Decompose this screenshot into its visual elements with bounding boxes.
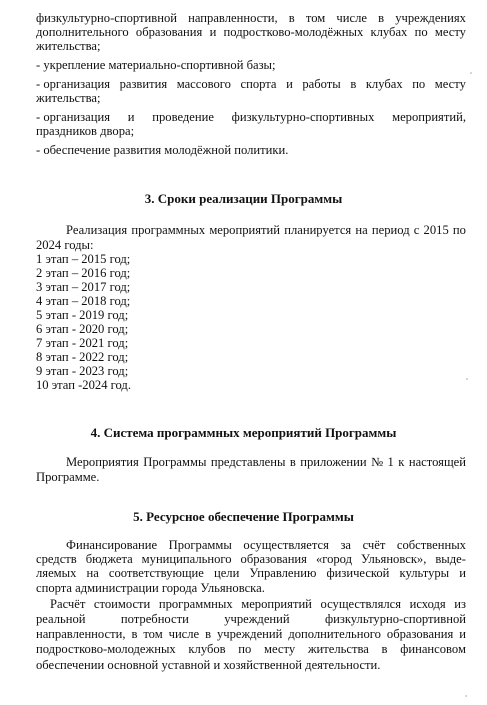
word: Финансирование <box>66 538 158 552</box>
word: Мероприятия <box>66 455 139 469</box>
word: клубов <box>188 642 226 656</box>
stage-item: 4 этап – 2018 год; <box>36 294 131 308</box>
word: и <box>127 110 135 124</box>
section-5-p2-line-4 <box>36 642 466 656</box>
word: бюджета <box>85 552 133 566</box>
word: из <box>454 597 466 611</box>
section-3-paragraph-line-1 <box>66 223 466 237</box>
word: в <box>378 11 385 25</box>
section-3-heading: 3. Сроки реализации Программы <box>144 191 343 206</box>
word: в <box>205 627 212 641</box>
word: на <box>86 566 99 580</box>
stage-item: 1 этап – 2015 год; <box>36 252 131 266</box>
section-4-heading: 4. Система программных мероприятий Программы <box>90 425 397 440</box>
intro-line-9: - обеспечение развития молодёжной политики. <box>36 143 289 157</box>
intro-line-6: жительства; <box>36 91 101 105</box>
word: по <box>412 77 426 91</box>
section-4-paragraph-line-2: Программе. <box>36 470 100 484</box>
word: образования <box>386 627 454 641</box>
word: подростково-молодежных <box>36 642 176 656</box>
word: «город <box>315 552 353 566</box>
word: учреждений <box>224 612 290 626</box>
scan-speck <box>470 72 472 74</box>
word: в <box>381 642 388 656</box>
intro-line-5 <box>36 77 466 91</box>
word: реальной <box>36 612 86 626</box>
word: мероприятий <box>241 597 312 611</box>
section-4-paragraph-line-1 <box>66 455 466 469</box>
word: образования <box>240 552 307 566</box>
word: проведение <box>152 110 214 124</box>
word: приложении <box>300 455 367 469</box>
word: развития <box>119 77 168 91</box>
stage-item: 10 этап -2024 год. <box>36 378 131 392</box>
word: клубах <box>365 77 403 91</box>
word: планируется <box>284 223 352 237</box>
intro-line-7 <box>36 110 466 124</box>
word: и <box>459 566 466 580</box>
word: том <box>143 627 163 641</box>
word: период <box>371 223 410 237</box>
intro-line-3: жительства; <box>36 39 101 53</box>
stage-item: 5 этап - 2019 год; <box>36 308 129 322</box>
word: в <box>131 627 138 641</box>
word: в <box>288 11 295 25</box>
stage-item: 3 этап – 2017 год; <box>36 280 131 294</box>
word: за <box>340 538 352 552</box>
section-3-paragraph-line-2: 2024 годы: <box>36 238 94 252</box>
word: жительства <box>307 642 369 656</box>
word: физкультурно-спортивной <box>36 11 177 25</box>
word: числе <box>336 11 367 25</box>
word: Реализация <box>66 223 128 237</box>
word: настоящей <box>408 455 466 469</box>
word: Управлению <box>249 566 317 580</box>
word: выде- <box>435 552 466 566</box>
word: мероприятий <box>209 223 281 237</box>
word: по <box>414 25 428 39</box>
word: физической <box>326 566 390 580</box>
section-5-p1-line-4: спорта администрации города Ульяновска. <box>36 581 265 595</box>
section-5-heading: 5. Ресурсное обеспечение Программы <box>133 509 354 524</box>
word: собственных <box>396 538 466 552</box>
section-5-p1-line-1 <box>66 538 466 552</box>
word: соответствующие <box>108 566 204 580</box>
word: учреждениях <box>395 11 466 25</box>
section-5-p2-line-5: обеспечении основной уставной и хозяйственной деятельности. <box>36 658 381 672</box>
word: образования <box>135 25 203 39</box>
scan-speck <box>465 695 467 697</box>
word: Программы <box>168 538 232 552</box>
word: на <box>355 223 368 237</box>
stage-item: 9 этап - 2023 год; <box>36 364 129 378</box>
word: Расчёт <box>50 597 86 611</box>
word: средств <box>36 552 77 566</box>
stage-item: 8 этап - 2022 год; <box>36 350 129 364</box>
section-5-p2-line-1 <box>50 597 466 611</box>
word: месту <box>264 642 296 656</box>
word: осуществлялся <box>320 597 402 611</box>
stage-item: 6 этап - 2020 год; <box>36 322 129 336</box>
word: с <box>413 223 420 237</box>
word: ляемых <box>36 566 77 580</box>
word: № <box>371 455 384 469</box>
word: числе <box>168 627 200 641</box>
word: в <box>350 77 357 91</box>
word: финансовом <box>400 642 466 656</box>
word: 2015 <box>423 223 449 237</box>
word: направленности, <box>188 11 278 25</box>
word: - организация <box>36 77 111 91</box>
stage-item: 7 этап - 2021 год; <box>36 336 129 350</box>
intro-line-8: праздников двора; <box>36 124 135 138</box>
word: программных <box>131 223 206 237</box>
word: клубах <box>370 25 408 39</box>
word: и <box>286 77 293 91</box>
word: муниципального <box>141 552 232 566</box>
scan-speck <box>466 378 468 380</box>
word: по <box>452 223 466 237</box>
word: том <box>305 11 326 25</box>
intro-line-4: - укрепление материально-спортивной базы; <box>36 58 276 72</box>
word: дополнительного <box>288 627 381 641</box>
word: спорта <box>240 77 277 91</box>
word: стоимости <box>93 597 151 611</box>
word: подростково-молодёжных <box>223 25 364 39</box>
word: физкультурно-спортивной <box>324 612 466 626</box>
word: физкультурно-спортивных <box>231 110 375 124</box>
section-5-p1-line-2 <box>36 552 466 566</box>
word: работы <box>302 77 341 91</box>
word: учреждений <box>216 627 283 641</box>
word: программных <box>158 597 233 611</box>
word: культуры <box>399 566 450 580</box>
word: осуществляется <box>243 538 329 552</box>
word: направленности, <box>36 627 126 641</box>
word: и <box>209 25 217 39</box>
intro-line-1 <box>36 11 466 25</box>
word: месту <box>434 25 466 39</box>
section-5-p1-line-3 <box>36 566 466 580</box>
word: массового <box>176 77 231 91</box>
word: представлены <box>210 455 286 469</box>
word: - организация <box>36 110 111 124</box>
word: по <box>238 642 252 656</box>
word: мероприятий, <box>392 110 466 124</box>
word: дополнительного <box>36 25 129 39</box>
word: исходя <box>409 597 446 611</box>
section-5-p2-line-2 <box>36 612 466 626</box>
stage-item: 2 этап – 2016 год; <box>36 266 131 280</box>
word: 1 <box>387 455 394 469</box>
word: к <box>398 455 405 469</box>
word: месту <box>434 77 466 91</box>
word: цели <box>213 566 240 580</box>
intro-line-2 <box>36 25 466 39</box>
word: и <box>459 627 466 641</box>
word: Ульяновск», <box>361 552 427 566</box>
word: в <box>289 455 296 469</box>
section-5-p2-line-3 <box>36 627 466 641</box>
word: Программы <box>143 455 207 469</box>
word: счёт <box>362 538 386 552</box>
word: потребности <box>120 612 189 626</box>
